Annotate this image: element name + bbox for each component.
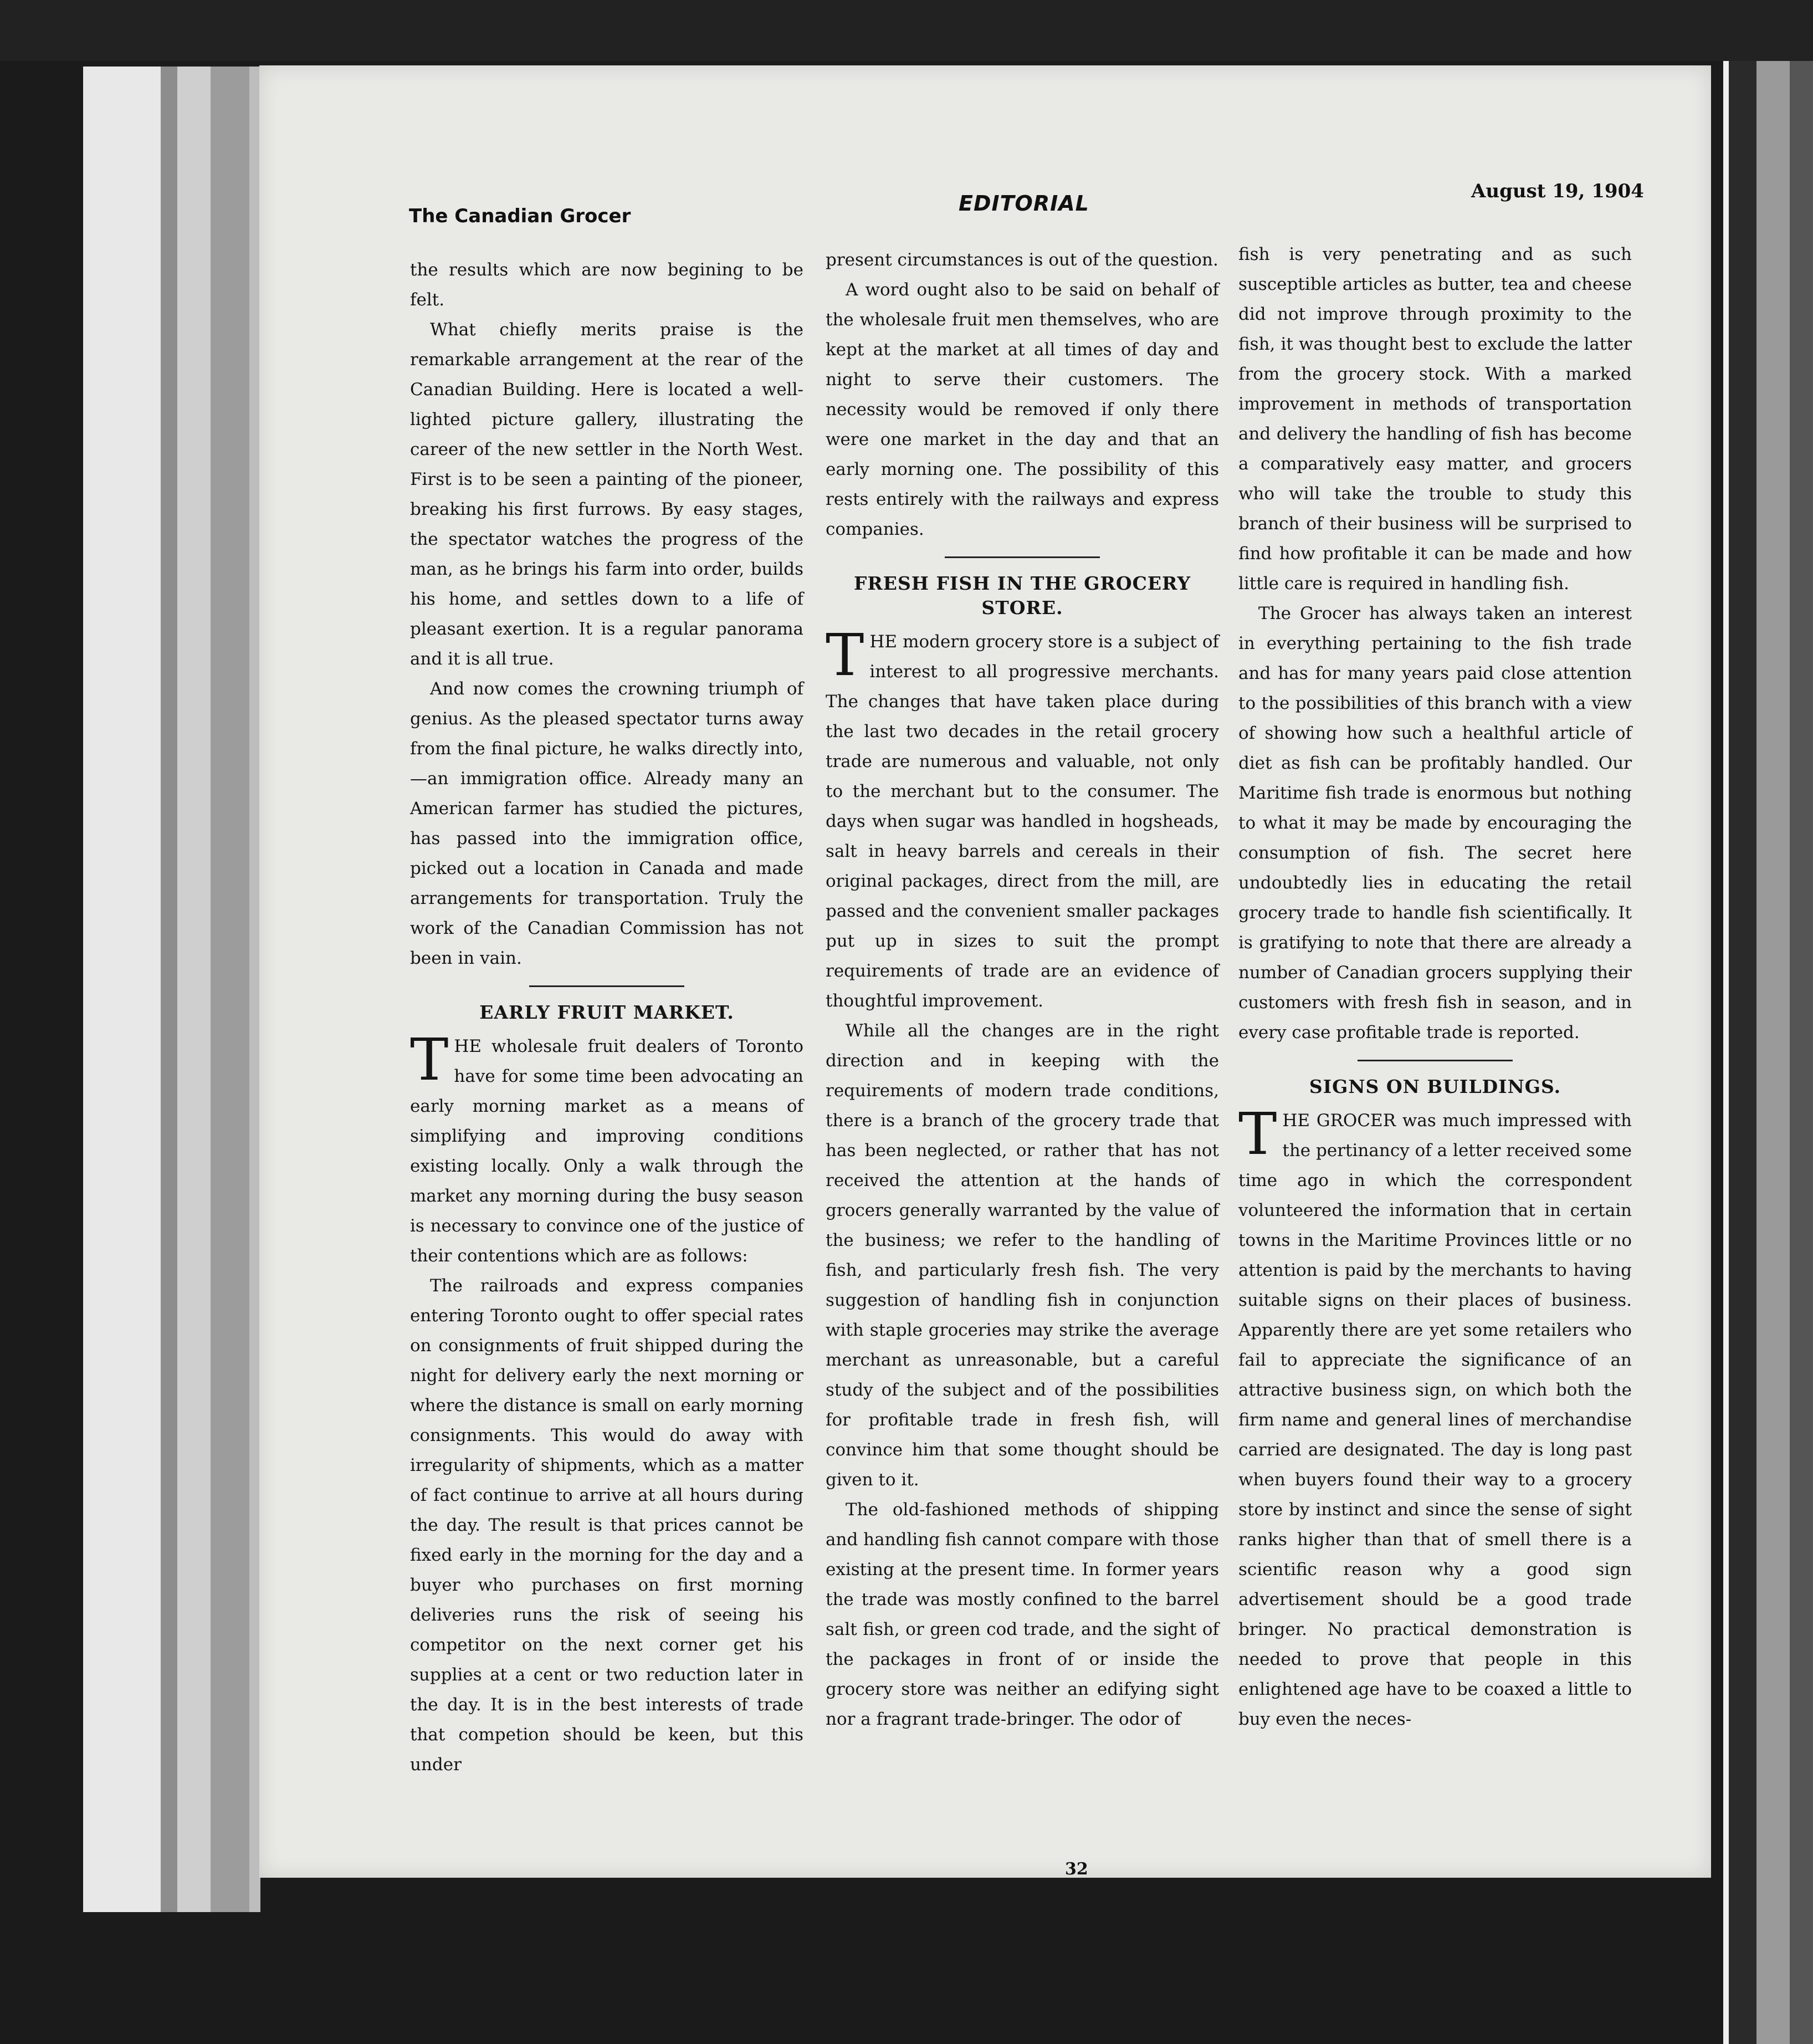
scanner-border-top xyxy=(0,0,1813,61)
drop-cap: T xyxy=(1238,1100,1277,1168)
article-heading-fresh-fish: FRESH FISH IN THE GROCERY STORE. xyxy=(853,573,1191,619)
section-divider xyxy=(945,556,1100,558)
drop-cap: T xyxy=(826,621,864,689)
paragraph-text: HE modern grocery store is a subject of interest to all progressive merchants. The changes that have taken place during the last two decades in the retail grocery trade are numerous and valuable, not only to the merchant but to the consumer. The days when sugar was handled in hogsheads, salt in heavy barrels and cereals in their original packages, direct from the mill, are passed and the convenient smaller packages put up in sizes to suit the prompt requirements of trade are an evidence of thoughtful improvement. xyxy=(826,632,1219,1011)
book-binding xyxy=(83,67,260,1912)
paragraph: The railroads and express companies entering Toronto ought to offer special rates on consignments of fruit shipped during the night for delivery early the next morning or where the distance is small on early morning consignments. This would do away with irregularity of shipments, which as a matter of fact continue to arrive at all hours during the day. The result is that prices cannot be fixed early in the morning for the day and a buyer who purchases on first morning deliveries runs the risk of seeing his competitor on the next corner get his supplies at a cent or two reduction later in the day. It is in the best interests of trade that competion should be keen, but this under xyxy=(410,1276,803,1775)
article-heading-signs-on-buildings: SIGNS ON BUILDINGS. xyxy=(1309,1076,1561,1097)
paragraph xyxy=(1238,1100,1632,1734)
column-3 xyxy=(1238,239,1632,1734)
section-divider xyxy=(1358,1060,1513,1061)
paragraph: The old-fashioned methods of shipping and handling fish cannot compare with those existing at the present time. In former years the trade was mostly confined to the barrel salt fish, or green cod trade, and the sight of the packages in front of or inside the grocery store was neither an edifying sight nor a fragrant trade-bringer. The odor of xyxy=(826,1500,1219,1729)
paragraph xyxy=(826,621,1219,1016)
paragraph-text: HE wholesale fruit dealers of Toronto have for some time been advocating an early morning market as a means of simplifying and improving conditions existing locally. Only a walk through the market any morning during the busy season is necessary to convince one of the justice of their contentions which are as follows: xyxy=(410,1036,803,1266)
paragraph: A word ought also to be said on behalf of the wholesale fruit men themselves, who are kept at the market at all times of day and night to serve their customers. The necessity would be removed if only there were one market in the day and that an early morning one. The possibility of this rests entirely with the railways and express companies. xyxy=(826,280,1219,539)
publication-title: The Canadian Grocer xyxy=(409,205,631,227)
column-2 xyxy=(826,245,1219,1734)
paragraph: fish is very penetrating and as such susceptible articles as butter, tea and cheese did not improve through proximity to the fish, it was thought best to exclude the latter from the grocery stock. With a marked improvement in methods of transportation and delivery the handling of fish has become a comparatively easy matter, and grocers who will take the trouble to study this branch of their business will be surprised to find how profitable it can be made and how little care is required in handling fish. xyxy=(1238,244,1632,594)
paragraph: And now comes the crowning triumph of genius. As the pleased spectator turns away from the final picture, he walks directly into,—an immigration office. Already many an American farmer has studied the pictures, has passed into the immigration office, picked out a location in Canada and made arrangements for transportation. Truly the work of the Canadian Commission has not been in vain. xyxy=(410,679,803,968)
drop-cap: T xyxy=(410,1026,449,1093)
scanner-border-right xyxy=(1723,61,1813,2044)
paragraph: present circumstances is out of the question. xyxy=(826,250,1218,270)
paragraph-text: HE GROCER was much impressed with the pertinancy of a letter received some time ago in which the correspondent volunteered the information that in certain towns in the Maritime Provinces little or no attention is paid by the merchants to having suitable signs on their places of business. Apparently there are yet some retailers who fail to appreciate the significance of an attractive business sign, on which both the firm name and general lines of merchandise carried are designated. The day is long past when buyers found their way to a grocery store by instinct and since the sense of sight ranks higher than that of smell there is a scientific reason why a good sign advertisement should be a good trade bringer. No practical demonstration is needed to prove that people in this enlightened age have to be coaxed a little to buy even the neces- xyxy=(1238,1111,1632,1729)
paragraph: While all the changes are in the right direction and in keeping with the requirements of modern trade conditions, there is a branch of the grocery trade that has been neglected, or rather that has not received the attention at the hands of grocers generally warranted by the value of the business; we refer to the handling of fish, and particularly fresh fish. The very suggestion of handling fish in conjunction with staple groceries may strike the average merchant as unreasonable, but a careful study of the subject and of the possibilities for profitable trade in fresh fish, will convince him that some thought should be given to it. xyxy=(826,1021,1219,1490)
page-number: 32 xyxy=(1065,1859,1088,1879)
paragraph: The Grocer has always taken an interest in everything pertaining to the fish trade and has for many years paid close attention to the possibilities of this branch with a view of showing how such a healthful article of diet as fish can be profitably handled. Our Maritime fish trade is enormous but nothing to what it may be made by encouraging the consumption of fish. The secret here undoubtedly lies in educating the retail grocery trade to handle fish scientifically. It is gratifying to note that there are already a number of Canadian grocers supplying their customers with fresh fish in season, and in every case profitable trade is reported. xyxy=(1238,604,1632,1043)
paragraph: What chiefly merits praise is the remarkable arrangement at the rear of the Canadian Building. Here is located a well-lighted picture gallery, illustrating the career of the new settler in the North West. First is to be seen a painting of the pioneer, breaking his first furrows. By easy stages, the spectator watches the progress of the man, as he brings his farm into order, builds his home, and settles down to a life of pleasant exertion. It is a regular panorama and it is all true. xyxy=(410,320,803,669)
section-divider xyxy=(529,985,684,987)
article-heading-early-fruit-market: EARLY FRUIT MARKET. xyxy=(479,1001,734,1023)
paragraph xyxy=(410,1026,803,1271)
section-title: EDITORIAL xyxy=(959,191,1089,216)
issue-date: August 19, 1904 xyxy=(1471,180,1644,202)
column-1 xyxy=(410,255,803,1780)
paragraph: the results which are now begining to be felt. xyxy=(410,260,803,310)
